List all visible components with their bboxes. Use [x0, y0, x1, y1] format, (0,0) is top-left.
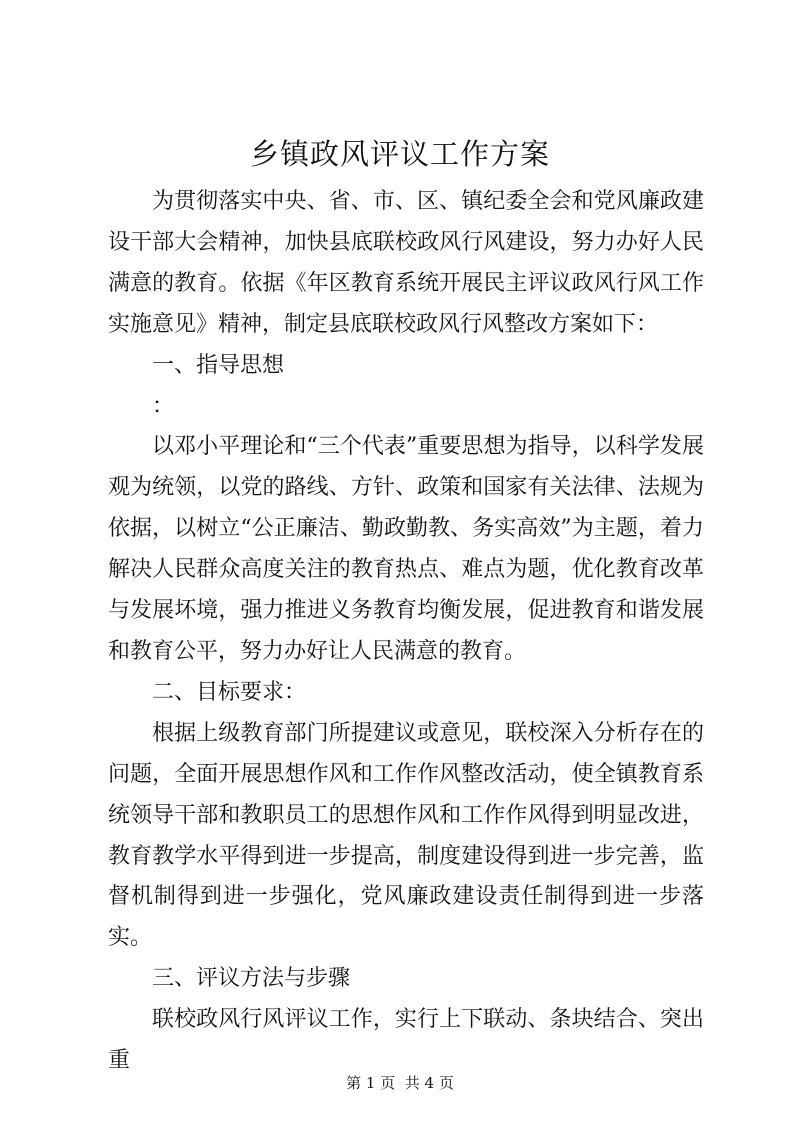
- section-heading-methods: 三、评议方法与步骤: [152, 966, 351, 992]
- section-heading-goals: 二、目标要求：: [152, 679, 307, 705]
- methods-paragraph: 联校政风行风评议工作，实行上下联动、条块结合、突出重: [108, 1007, 704, 1074]
- section-heading-guiding-ideology: 一、指导思想: [152, 352, 285, 378]
- colon-line: ：: [152, 393, 175, 419]
- goals-paragraph: 根据上级教育部门所提建议或意见，联校深入分析存在的问题，全面开展思想作风和工作作风整改活动，使全镇教育系统领导干部和教职员工的思想作风和工作作风得到明显改进，教育教学水平得到进一步提高，制度建设得到进一步完善，监督机制得到进一步强化，党风廉政建设责任制得到进一步落实。: [108, 720, 704, 951]
- intro-paragraph: 为贯彻落实中央、省、市、区、镇纪委全会和党风廉政建设干部大会精神，加快县底联校政风行风建设，努力办好人民满意的教育。依据《年区教育系统开展民主评议政风行风工作实施意见》精神，制定县底联校政风行风整改方案如下：: [108, 189, 704, 337]
- guiding-ideology-paragraph: 以邓小平理论和“三个代表”重要思想为指导，以科学发展观为统领，以党的路线、方针、政策和国家有关法律、法规为依据，以树立“公正廉洁、勤政勤教、务实高效”为主题，着力解决人民群众高度关注的教育热点、难点为题，优化教育改革与发展坏境，强力推进义务教育均衡发展，促进教育和谐发展和教育公平，努力办好让人民满意的教育。: [108, 434, 704, 664]
- document-title: 乡镇政风评议工作方案: [249, 137, 550, 171]
- document-body: [108, 182, 704, 1082]
- page-footer: [0, 1073, 800, 1093]
- page-number-label: 第 1 页 共 4 页: [346, 1074, 454, 1092]
